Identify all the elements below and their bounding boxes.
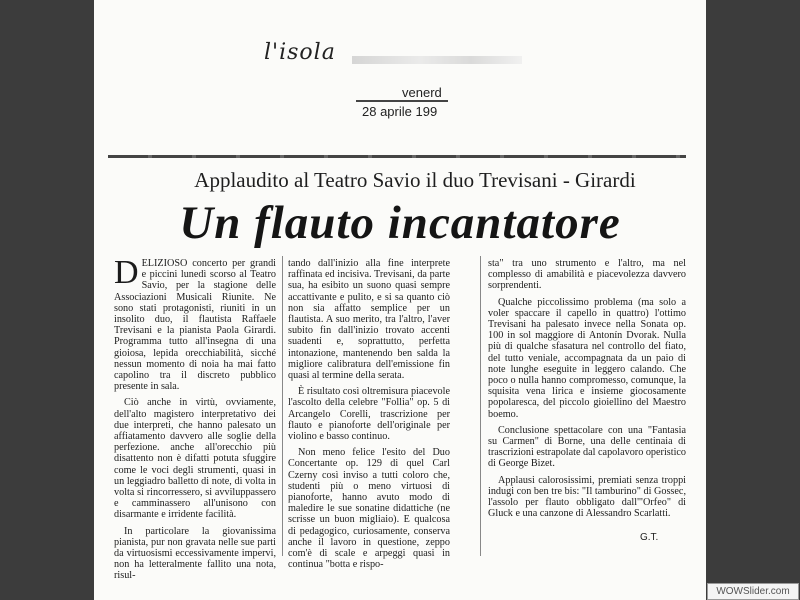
- paragraph: Qualche piccolissimo problema (ma solo a voler spaccare il capello in quattro) l'ottimo Trevisani ha palesato invece nella Sonata op. 100 in sol maggiore di Antonín Dvorak. Nulla più di qualche sfasatura nel controllo del fiato, del tutto veniale, accompagnata da un paio di note lunghe eseguite in leggero calando. Che poco o nulla hanno compromesso, comunque, la squisita vena lirica e insieme giocosamente popolaresca, del piccolo gioiellino del Maestro boemo.: [488, 296, 686, 420]
- date-rule: [356, 100, 448, 102]
- date-day: venerd: [402, 85, 442, 100]
- author-signature: G.T.: [640, 532, 659, 543]
- kicker: Applaudito al Teatro Savio il duo Trevisani - Girardi: [194, 168, 636, 192]
- left-backdrop: [0, 0, 94, 600]
- right-backdrop: [706, 0, 800, 600]
- headline: Un flauto incantatore: [179, 197, 621, 249]
- paragraph-text: ELIZIOSO concerto per grandi e piccini lunedì scorso al Teatro Savio, per la stagione delle Associazioni Musicali Riunite. Ne sono stati protagonisti, riuniti in un insolito duo, il flautista Raffaele Trevisani e la pianista Paola Girardi. Programma tutto all'insegna di una gioiosa, lepida orecchiabilità, sicché nessun momento di noia ha mai fatto capolino tra il discreto pubblico presente in sala.: [114, 258, 276, 393]
- date-full: 28 aprile 199: [362, 104, 438, 119]
- paragraph: È risultato così oltremisura piacevole l'ascolto della celebre "Follia" op. 5 di Arcangelo Corelli, trascrizione per flauto e pianoforte dell'originale per violino e basso continuo.: [288, 386, 450, 443]
- paragraph: tando dall'inizio alla fine interprete raffinata ed incisiva. Trevisani, da parte sua, ha esibito un suono quasi sempre accattivante e pulito, e si sa quanto ciò non sia affatto semplice per un flautista. A suo merito, tra l'altro, l'aver subito fin dall'inizio trovato accenti suadenti e, soprattutto, perfetta intonazione, mantenendo ben salda la migliore calibratura dell'emissione fin quasi al termine della serata.: [288, 258, 450, 382]
- watermark-link[interactable]: WOWSlider.com: [707, 583, 799, 600]
- paragraph: Non meno felice l'esito del Duo Concertante op. 129 di quel Carl Czerny così inviso a tutti coloro che, studenti più o meno virtuosi di pianoforte, hanno avuto modo di maledire le sue sonatine didattiche (ne scrisse un buon migliaio). E qualcosa di pedagogico, curiosamente, conserva anche il lavoro in questione, zeppo com'è di scale e arpeggi quasi in continua "botta e rispo-: [288, 447, 450, 571]
- paragraph: sta" tra uno strumento e l'altro, ma nel complesso di amabilità e piacevolezza davvero sorprendenti.: [488, 258, 686, 292]
- paragraph: Ciò anche in virtù, ovviamente, dell'alto magistero interpretativo dei due interpreti, che hanno palesato un affiatamento davvero alle soglie della perfezione. anche all'orecchio più disattento non è difatti potuta sfuggire come le voci degli strumenti, quasi in un leggiadro balletto di note, di volta in volta si rincorressero, si avviluppassero e camminassero all'unisono con disarmante e irridente facilità.: [114, 397, 276, 521]
- masthead: l'isola: [264, 40, 336, 65]
- article-column-3: [488, 258, 686, 524]
- article-column-2: [288, 258, 450, 575]
- paragraph: In particolare la giovanissima pianista, pur non gravata nelle sue parti da virtuosismi eccessivamente impervi, non ha letteralmente fallito una nota, risul-: [114, 525, 276, 582]
- paragraph: Applausi calorosissimi, premiati senza troppi indugi con ben tre bis: "Il tamburino" di Gossec, l'assolo per flauto obbligato dall'"Orfeo" di Gluck e una canzone di Alessandro Scarlatti.: [488, 474, 686, 520]
- paragraph: [114, 254, 276, 393]
- column-divider: [480, 256, 481, 556]
- paragraph: Conclusione spettacolare con una "Fantasia su Carmen" di Borne, una delle centinaia di trascrizioni estrapolate dal capolavoro operistico di George Bizet.: [488, 424, 687, 470]
- column-divider: [282, 256, 283, 556]
- masthead-smear: [352, 56, 522, 64]
- dropcap: D: [114, 254, 139, 291]
- newspaper-clipping: [94, 0, 706, 600]
- article-column-1: [114, 254, 276, 587]
- top-rule: [108, 155, 686, 158]
